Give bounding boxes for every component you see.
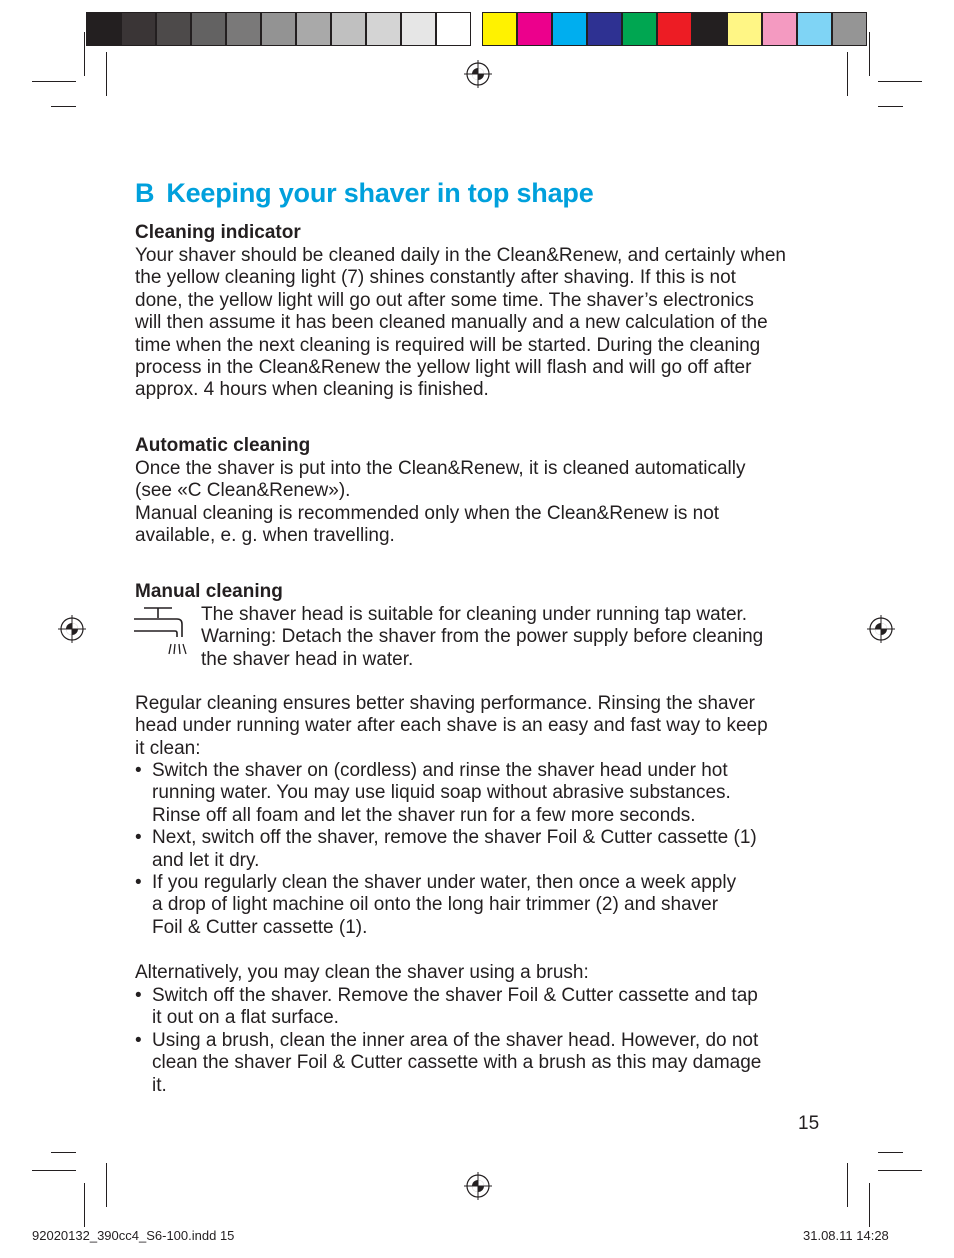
list-item-line: it out on a flat surface.	[152, 1007, 339, 1029]
text-line: Manual cleaning is recommended only when the Clean&Renew is not	[135, 502, 720, 524]
text-line: The shaver head is suitable for cleaning under running tap water.	[201, 604, 748, 625]
crop-mark	[32, 1170, 76, 1171]
crop-mark	[51, 106, 76, 107]
page-title	[135, 178, 594, 209]
gray-swatch	[331, 12, 366, 46]
color-swatch	[517, 12, 552, 46]
gray-swatch	[191, 12, 226, 46]
list-item-line: Foil & Cutter cassette (1).	[152, 916, 368, 938]
list-item-line: a drop of light machine oil onto the long hair trimmer (2) and shaver	[152, 894, 719, 916]
text-line: will then assume it has been cleaned manually and a new calculation of the	[135, 312, 768, 334]
color-swatch	[797, 12, 832, 46]
text-line: time when the next cleaning is required will be started. During the cleaning	[135, 334, 761, 356]
list-item-line: running water. You may use liquid soap without abrasive substances.	[152, 782, 731, 804]
list-item-line: and let it dry.	[152, 849, 260, 871]
color-swatch	[552, 12, 587, 46]
gray-swatch	[366, 12, 401, 46]
crop-mark	[869, 1183, 870, 1227]
registration-mark-icon	[866, 614, 896, 644]
gray-swatch	[121, 12, 156, 46]
list-item-line: If you regularly clean the shaver under water, then once a week apply	[152, 872, 737, 893]
bullet-icon: •	[135, 985, 142, 1006]
crop-mark	[869, 32, 870, 76]
list-item-line: Next, switch off the shaver, remove the shaver Foil & Cutter cassette (1)	[152, 827, 757, 849]
text-line: process in the Clean&Renew the yellow light will flash and will go off after	[135, 357, 752, 378]
text-line: the yellow cleaning light (7) shines constantly after shaving. If this is not	[135, 267, 736, 289]
list-item-line: clean the shaver Foil & Cutter cassette with a brush as this may damage	[152, 1052, 762, 1074]
registration-mark-icon	[463, 1171, 493, 1201]
slug-date: 31.08.11 14:28	[803, 1228, 889, 1243]
crop-mark	[106, 1163, 107, 1207]
automatic-cleaning-heading: Automatic cleaning	[135, 435, 311, 456]
registration-mark-icon	[57, 614, 87, 644]
list-item-line: Switch off the shaver. Remove the shaver Foil & Cutter cassette and tap	[152, 985, 758, 1006]
cleaning-indicator-heading: Cleaning indicator	[135, 222, 301, 243]
text-line: approx. 4 hours when cleaning is finished.	[135, 379, 489, 401]
gray-swatch	[401, 12, 436, 46]
color-swatch	[587, 12, 622, 46]
gray-swatch	[436, 12, 471, 46]
crop-mark	[84, 1183, 85, 1227]
water-tap-icon	[133, 606, 189, 658]
section-title: Keeping your shaver in top shape	[166, 178, 594, 208]
text-line: Regular cleaning ensures better shaving performance. Rinsing the shaver	[135, 693, 755, 714]
manual-cleaning-heading: Manual cleaning	[135, 581, 283, 602]
text-line: it clean:	[135, 737, 201, 759]
color-swatch	[832, 12, 867, 46]
crop-mark	[878, 1170, 922, 1171]
list-item-line: Rinse off all foam and let the shaver run for a few more seconds.	[152, 804, 696, 826]
crop-mark	[878, 81, 922, 82]
crop-mark	[106, 52, 107, 96]
page-number: 15	[798, 1113, 820, 1134]
crop-mark	[847, 1163, 848, 1207]
text-line: (see «C Clean&Renew»).	[135, 480, 351, 502]
text-line: Warning: Detach the shaver from the power supply before cleaning	[201, 626, 764, 648]
crop-mark	[84, 32, 85, 76]
gray-swatch	[296, 12, 331, 46]
gray-swatch	[261, 12, 296, 46]
text-line: head under running water after each shave is an easy and fast way to keep	[135, 715, 768, 737]
brush-intro: Alternatively, you may clean the shaver using a brush:	[135, 962, 589, 983]
text-line: the shaver head in water.	[201, 648, 414, 670]
list-item-line: Switch the shaver on (cordless) and rinse the shaver head under hot	[152, 760, 728, 781]
color-swatch	[622, 12, 657, 46]
color-swatch	[692, 12, 727, 46]
bullet-icon: •	[135, 760, 142, 781]
crop-mark	[51, 1152, 76, 1153]
text-line: Your shaver should be cleaned daily in the Clean&Renew, and certainly when	[135, 245, 787, 266]
list-item-line: it.	[152, 1074, 167, 1096]
text-line: done, the yellow light will go out after some time. The shaver’s electronics	[135, 289, 754, 311]
text-line: available, e. g. when travelling.	[135, 525, 395, 547]
crop-mark	[878, 1152, 903, 1153]
crop-mark	[847, 52, 848, 96]
section-letter: B	[135, 178, 155, 208]
gray-swatch	[86, 12, 121, 46]
color-swatch	[657, 12, 692, 46]
gray-swatch	[156, 12, 191, 46]
crop-mark	[878, 106, 903, 107]
bullet-icon: •	[135, 827, 142, 849]
color-swatch	[762, 12, 797, 46]
gray-swatch	[226, 12, 261, 46]
color-swatch	[482, 12, 517, 46]
bullet-icon: •	[135, 1029, 142, 1051]
crop-mark	[32, 81, 76, 82]
registration-mark-icon	[463, 59, 493, 89]
color-swatch	[727, 12, 762, 46]
bullet-icon: •	[135, 872, 142, 893]
slug-file: 92020132_390cc4_S6-100.indd 15	[32, 1228, 235, 1243]
text-line: Once the shaver is put into the Clean&Renew, it is cleaned automatically	[135, 458, 746, 479]
list-item-line: Using a brush, clean the inner area of the shaver head. However, do not	[152, 1029, 759, 1051]
